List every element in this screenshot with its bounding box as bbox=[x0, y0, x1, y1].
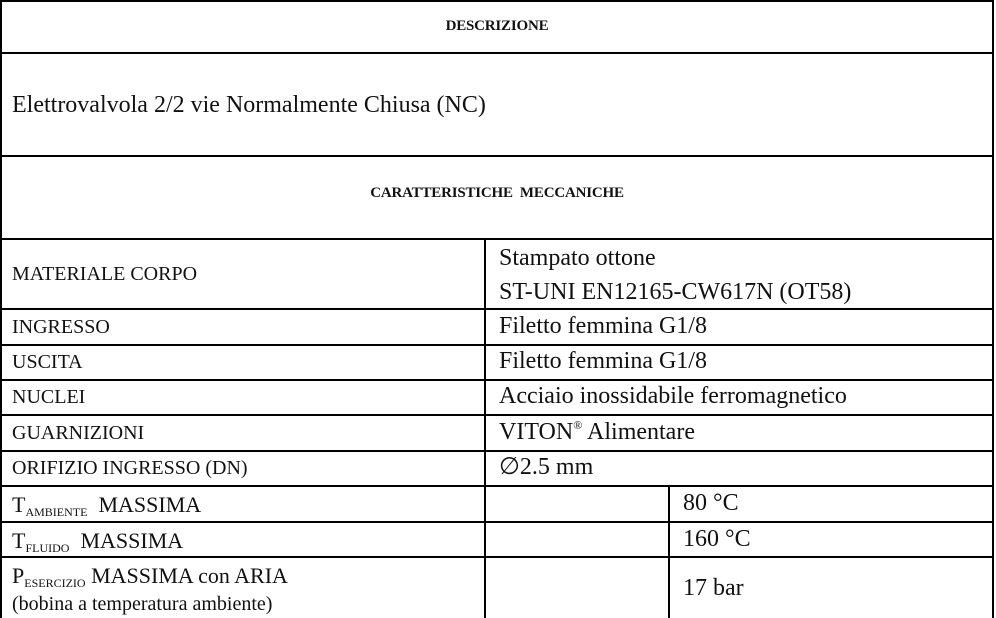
label-t-ambiente-sub: AMBIENTE bbox=[25, 505, 88, 519]
label-t-fluido-main: T bbox=[12, 528, 26, 553]
value-guarnizioni bbox=[499, 420, 695, 444]
label-t-ambiente-rest: MASSIMA bbox=[87, 492, 202, 517]
value-nuclei: Acciaio inossidabile ferromagnetico bbox=[499, 383, 847, 409]
rule-row-5 bbox=[0, 450, 994, 452]
label-t-ambiente-main: T bbox=[12, 492, 26, 517]
rule-left bbox=[0, 0, 2, 618]
label-p-esercizio bbox=[12, 563, 288, 590]
rule-row-1 bbox=[0, 308, 994, 310]
value-t-fluido: 160 °C bbox=[683, 526, 751, 552]
label-ingresso: INGRESSO bbox=[12, 316, 110, 338]
label-guarnizioni: GUARNIZIONI bbox=[12, 422, 145, 444]
label-t-fluido-sub: FLUIDO bbox=[25, 541, 70, 555]
label-p-esercizio-main: P bbox=[12, 563, 25, 588]
value-guarnizioni-main: VITON bbox=[499, 419, 574, 445]
value-ingresso: Filetto femmina G1/8 bbox=[499, 313, 707, 339]
label-nuclei: NUCLEI bbox=[12, 386, 86, 408]
rule-header-bottom bbox=[0, 52, 994, 54]
value-guarnizioni-rest: Alimentare bbox=[582, 419, 695, 445]
value-p-esercizio: 17 bar bbox=[683, 575, 744, 601]
label-p-esercizio-note: (bobina a temperatura ambiente) bbox=[12, 593, 273, 615]
rule-row-8 bbox=[0, 556, 994, 558]
label-orifizio: ORIFIZIO INGRESSO (DN) bbox=[12, 457, 248, 479]
value-t-ambiente: 80 °C bbox=[683, 490, 739, 516]
rule-row-4 bbox=[0, 414, 994, 416]
rule-section-bottom bbox=[0, 238, 994, 240]
description-text: Elettrovalvola 2/2 vie Normalmente Chiusa (NC) bbox=[12, 92, 486, 118]
registered-mark: ® bbox=[573, 418, 583, 432]
label-t-fluido-rest: MASSIMA bbox=[69, 528, 184, 553]
rule-row-6 bbox=[0, 485, 994, 487]
rule-desc-bottom bbox=[0, 155, 994, 157]
label-p-esercizio-sub: ESERCIZIO bbox=[24, 576, 86, 590]
rule-top bbox=[0, 0, 994, 2]
label-t-fluido bbox=[12, 528, 184, 555]
value-materiale-line1: Stampato ottone bbox=[499, 245, 656, 271]
label-uscita: USCITA bbox=[12, 351, 83, 373]
value-uscita: Filetto femmina G1/8 bbox=[499, 348, 707, 374]
rule-row-7 bbox=[0, 521, 994, 523]
label-materiale-corpo: MATERIALE CORPO bbox=[12, 263, 198, 285]
value-materiale-line2: ST-UNI EN12165-CW617N (OT58) bbox=[499, 279, 852, 305]
label-t-ambiente bbox=[12, 492, 202, 519]
value-orifizio: ∅2.5 mm bbox=[499, 454, 594, 480]
rule-col-split bbox=[484, 238, 486, 618]
label-p-esercizio-rest: MASSIMA con ARIA bbox=[85, 563, 288, 588]
rule-row-3 bbox=[0, 379, 994, 381]
rule-right bbox=[992, 0, 994, 618]
section-title: CARATTERISTICHE MECCANICHE bbox=[370, 185, 624, 201]
rule-col-split-2 bbox=[668, 485, 670, 618]
rule-row-2 bbox=[0, 344, 994, 346]
header-title: DESCRIZIONE bbox=[445, 18, 549, 34]
